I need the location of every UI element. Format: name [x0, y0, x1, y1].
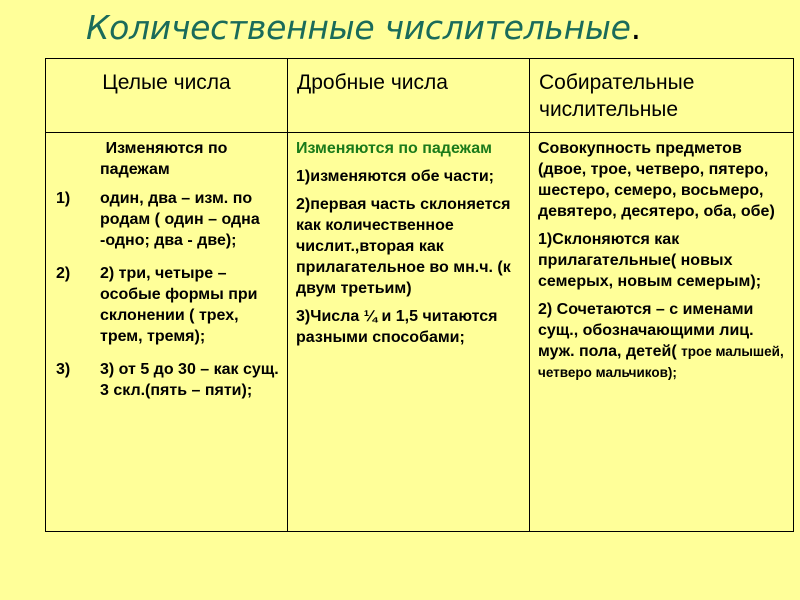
list-item-text: 3) от 5 до 30 – как сущ. 3 скл.(пять – пяти); [100, 361, 279, 399]
body-row [46, 133, 794, 532]
fractional-rule-3: 3)Числа ¼ и 1,5 читаются разными способами; [296, 308, 498, 346]
header-cell-fractional-numbers [288, 59, 530, 133]
header-cell-collective-numerals [530, 59, 794, 133]
list-item-number: 3) [56, 361, 71, 378]
list-item-text: один, два – изм. по родам ( один – одна -одно; два - две); [100, 190, 260, 249]
cell-whole-numbers [46, 133, 288, 532]
header-cell-whole-numbers [46, 59, 288, 133]
title-text: Количественные числительные [86, 8, 631, 47]
header-fractional-numbers: Дробные числа [297, 71, 448, 94]
header-whole-numbers: Целые числа [102, 71, 231, 94]
collective-rule-1: 1)Склоняются как прилагательные( новых семерых, новым семерым); [538, 231, 762, 290]
header-collective-numerals: Собирательные числительные [539, 71, 695, 121]
list-item [54, 359, 279, 401]
list-item-text: 2) три, четыре – особые формы при склонении ( трех, трем, тремя); [100, 265, 258, 345]
numerals-table [45, 58, 794, 532]
title-dot: . [630, 8, 641, 47]
list-item-number: 1) [56, 190, 71, 207]
fractional-heading: Изменяются по падежам [296, 140, 492, 157]
list-item [54, 263, 279, 347]
list-item-number: 2) [56, 265, 71, 282]
cell-fractional-numbers [288, 133, 530, 532]
list-item [54, 188, 279, 251]
whole-numbers-heading-line1: Изменяются по [105, 140, 228, 157]
collective-definition: Совокупность предметов (двое, трое, четверо, пятеро, шестеро, семеро, восьмеро, девятеро, десятеро, оба, обе) [538, 140, 775, 220]
whole-numbers-heading-line2: падежам [100, 161, 170, 178]
fractional-rule-1: 1)изменяются обе части; [296, 168, 495, 185]
cell-collective-numerals [530, 133, 794, 532]
slide-title [86, 8, 641, 47]
collective-rule-2-main: 2) Сочетаются – с именами сущ., обозначающими лиц. муж. пола, детей( [538, 301, 754, 360]
fractional-rule-2: 2)первая часть склоняется как количественное числит.,вторая как прилагательное во мн.ч. (к двум третьим) [296, 196, 511, 297]
whole-numbers-list [54, 188, 279, 401]
collective-rule-2-examples: трое малышей, четверо мальчиков); [538, 344, 784, 380]
whole-numbers-heading [54, 138, 279, 180]
collective-rule-2 [538, 299, 785, 383]
header-row [46, 59, 794, 133]
